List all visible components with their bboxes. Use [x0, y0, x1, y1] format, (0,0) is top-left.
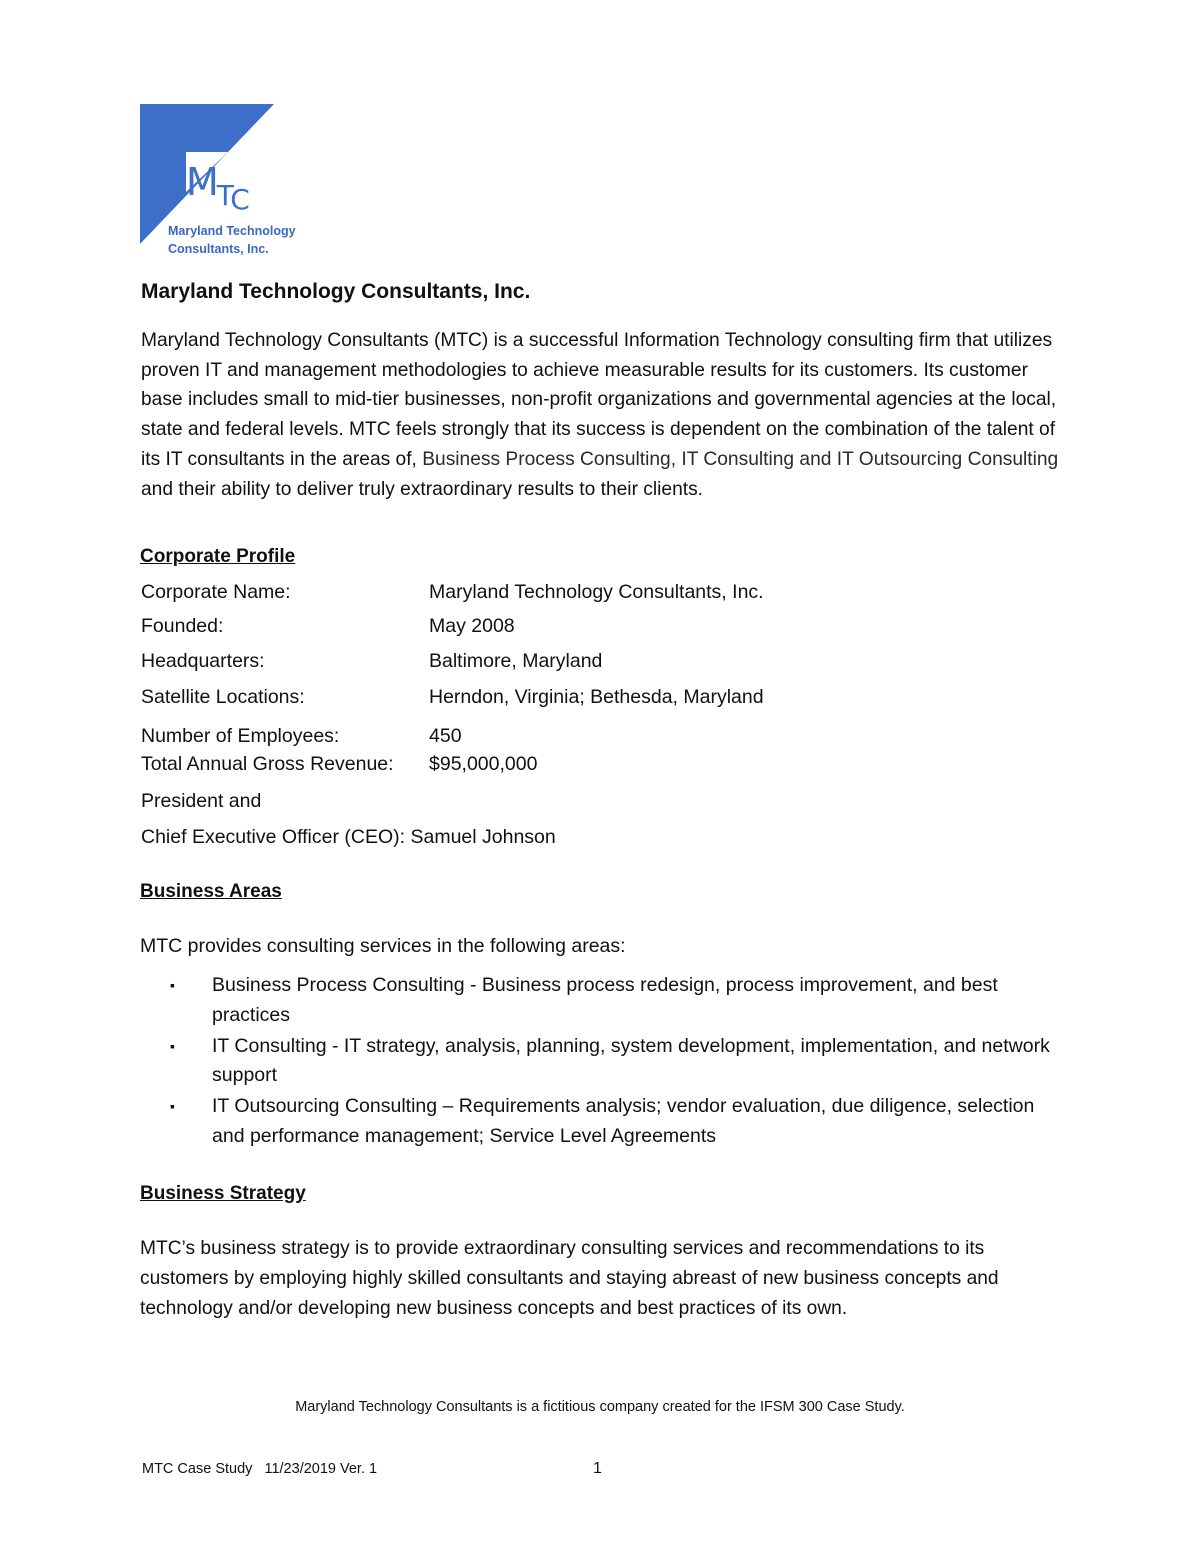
- business-areas-list: [170, 971, 1070, 1153]
- bullet-icon: ▪: [170, 1098, 175, 1115]
- profile-value: $95,000,000: [429, 753, 538, 775]
- profile-label: Corporate Name:: [141, 581, 291, 603]
- profile-label: Headquarters:: [141, 650, 265, 672]
- profile-label: Number of Employees:: [141, 725, 340, 747]
- profile-row: [141, 650, 603, 673]
- business-areas-intro: MTC provides consulting services in the following areas:: [140, 935, 626, 957]
- profile-row: [141, 753, 538, 776]
- list-item-text: IT Consulting - IT strategy, analysis, planning, system development, implementation, and network support: [212, 1034, 1050, 1087]
- business-areas-heading: Business Areas: [140, 881, 282, 902]
- list-item: [170, 1092, 1070, 1152]
- list-item-text: Business Process Consulting - Business process redesign, process improvement, and best practices: [212, 974, 998, 1026]
- intro-highlight: Business Process Consulting, IT Consulting and IT Outsourcing Consulting: [422, 448, 1059, 470]
- footer-left: MTC Case Study 11/23/2019 Ver. 1: [142, 1461, 378, 1477]
- business-strategy-text: MTC’s business strategy is to provide extraordinary consulting services and recommendations to its customers by employing highly skilled consultants and staying abreast of new business concepts and technology and/or developing new business concepts and best practices of its own.: [140, 1238, 999, 1319]
- profile-row: [141, 725, 462, 748]
- profile-label: Founded:: [141, 615, 224, 637]
- intro-part1: Maryland Technology Consultants (MTC) is a successful Information Technology consulting firm that utilizes proven IT and management methodologies to achieve measurable results for its customers. Its customer base includes small to mid-tier businesses, non-profit organizations and governmental agencies at the local, state and federal levels. MTC feels strongly that its success is dependent on the combination of the talent of its IT consultants in the areas of,: [141, 330, 1057, 470]
- company-logo: [140, 104, 320, 264]
- profile-value: 450: [429, 725, 462, 747]
- logo-name-line2: Consultants, Inc.: [168, 242, 269, 256]
- business-strategy-heading: Business Strategy: [140, 1183, 306, 1204]
- profile-value: Maryland Technology Consultants, Inc.: [429, 581, 764, 603]
- list-item: [170, 971, 1070, 1031]
- profile-value: Herndon, Virginia; Bethesda, Maryland: [429, 686, 764, 708]
- list-item-text: IT Outsourcing Consulting – Requirements analysis; vendor evaluation, due diligence, selection and performance management; Service Level Agreements: [212, 1095, 1035, 1147]
- intro-part2: and their ability to deliver truly extraordinary results to their clients.: [141, 478, 704, 500]
- bullet-icon: ▪: [170, 977, 175, 993]
- disclaimer: Maryland Technology Consultants is a fictitious company created for the IFSM 300 Case Study.: [295, 1399, 905, 1415]
- logo-mark: $M_{TC}$: [186, 160, 248, 216]
- logo-name-line1: Maryland Technology: [168, 224, 296, 238]
- list-item: [170, 1032, 1070, 1092]
- profile-label: Satellite Locations:: [141, 686, 305, 708]
- company-title: Maryland Technology Consultants, Inc.: [141, 280, 531, 303]
- profile-value: Baltimore, Maryland: [429, 650, 603, 672]
- profile-value: May 2008: [429, 615, 515, 637]
- profile-label: Total Annual Gross Revenue:: [141, 753, 394, 775]
- profile-row: [141, 686, 764, 709]
- president-line2: Chief Executive Officer (CEO): Samuel Johnson: [141, 826, 556, 848]
- intro-paragraph: [141, 326, 1071, 504]
- page-number: 1: [593, 1460, 602, 1477]
- bullet-icon: ▪: [170, 1037, 175, 1054]
- profile-row: [141, 615, 515, 638]
- profile-row: [141, 581, 764, 604]
- corporate-profile-heading: Corporate Profile: [140, 546, 296, 567]
- logo-name: [168, 222, 296, 258]
- president-line1: President and: [141, 790, 262, 812]
